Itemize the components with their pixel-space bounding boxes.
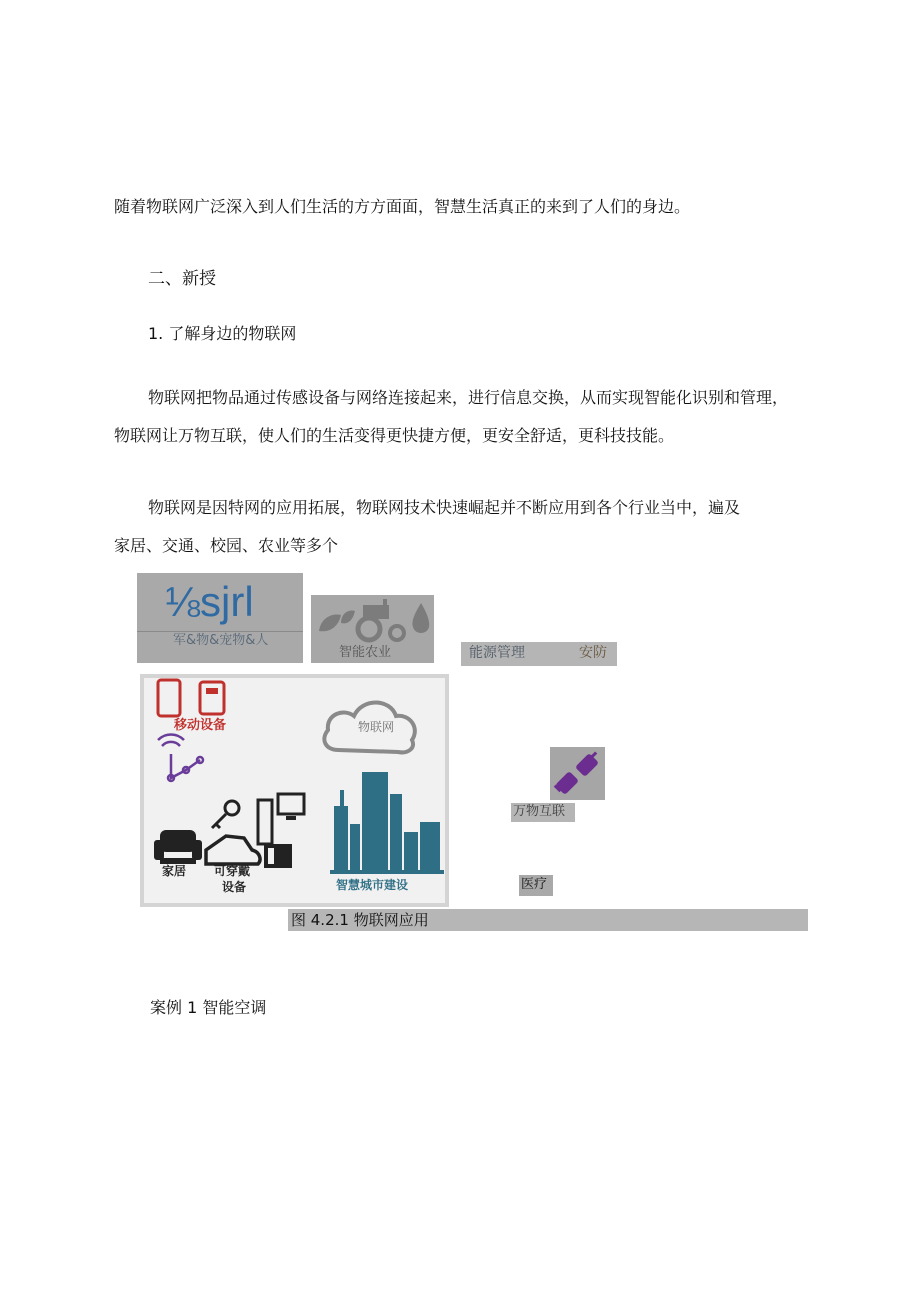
subsection-title: 1. 了解身边的物联网 xyxy=(148,324,297,343)
sneaker-icon xyxy=(206,836,260,864)
figure-plug-tile xyxy=(550,747,605,800)
mobile-label: 移动设备 xyxy=(174,718,227,733)
figure-caption-bar xyxy=(288,909,808,931)
sofa-icon xyxy=(154,830,202,864)
logo-divider xyxy=(137,631,303,632)
wearable-label-2: 设备 xyxy=(222,880,247,894)
paragraph-2-line-2: 家居、交通、校园、农业等多个 xyxy=(114,536,339,555)
paragraph-1-line-2: 物联网让万物互联，使人们的生活变得更快捷方便，更安全舒适，更科技技能。 xyxy=(114,426,675,445)
key-icon xyxy=(212,801,239,828)
city-label: 智慧城市建设 xyxy=(336,878,409,892)
section-title: 二、新授 xyxy=(148,269,216,289)
city-skyline-icon xyxy=(330,772,444,874)
figure-agri-tile xyxy=(311,595,434,663)
agri-label: 智能农业 xyxy=(339,645,392,660)
desktop-computer-icon xyxy=(258,794,304,844)
figure-connect-strip xyxy=(511,803,575,822)
paragraph-2-line-1: 物联网是因特网的应用拓展，物联网技术快速崛起并不断应用到各个行业当中，遍及 xyxy=(148,498,741,517)
logo-subtitle: 军&物&宠物&人 xyxy=(173,633,269,648)
case-1-heading: 案例 1 智能空调 xyxy=(150,998,267,1017)
wearable-label-1: 可穿戴 xyxy=(214,864,251,878)
figure-medical-strip xyxy=(519,875,553,896)
figure-energy-security-strip xyxy=(461,642,617,666)
paragraph-intro-end: 随着物联网广泛深入到人们生活的方方面面，智慧生活真正的来到了人们的身边。 xyxy=(114,197,691,216)
cloud-label: 物联网 xyxy=(358,720,395,734)
logo-text: ⅛sjrl xyxy=(165,578,254,625)
wallet-icon xyxy=(264,844,292,868)
signal-node-icon xyxy=(158,734,203,781)
agriculture-icon xyxy=(311,595,434,645)
panel-icons xyxy=(140,674,449,907)
plug-icon xyxy=(550,747,605,800)
mobile-device-icon xyxy=(158,680,224,716)
paragraph-1-line-1: 物联网把物品通过传感设备与网络连接起来，进行信息交换，从而实现智能化识别和管理， xyxy=(148,388,789,407)
figure-logo-tile xyxy=(137,573,303,663)
figure-caption: 图 4.2.1 物联网应用 xyxy=(291,911,429,929)
energy-label: 能源管理 xyxy=(469,645,525,661)
medical-label: 医疗 xyxy=(521,877,548,892)
figure-main-panel xyxy=(140,674,449,907)
home-label: 家居 xyxy=(162,864,187,878)
connect-label: 万物互联 xyxy=(513,804,566,819)
security-label: 安防 xyxy=(579,645,607,661)
